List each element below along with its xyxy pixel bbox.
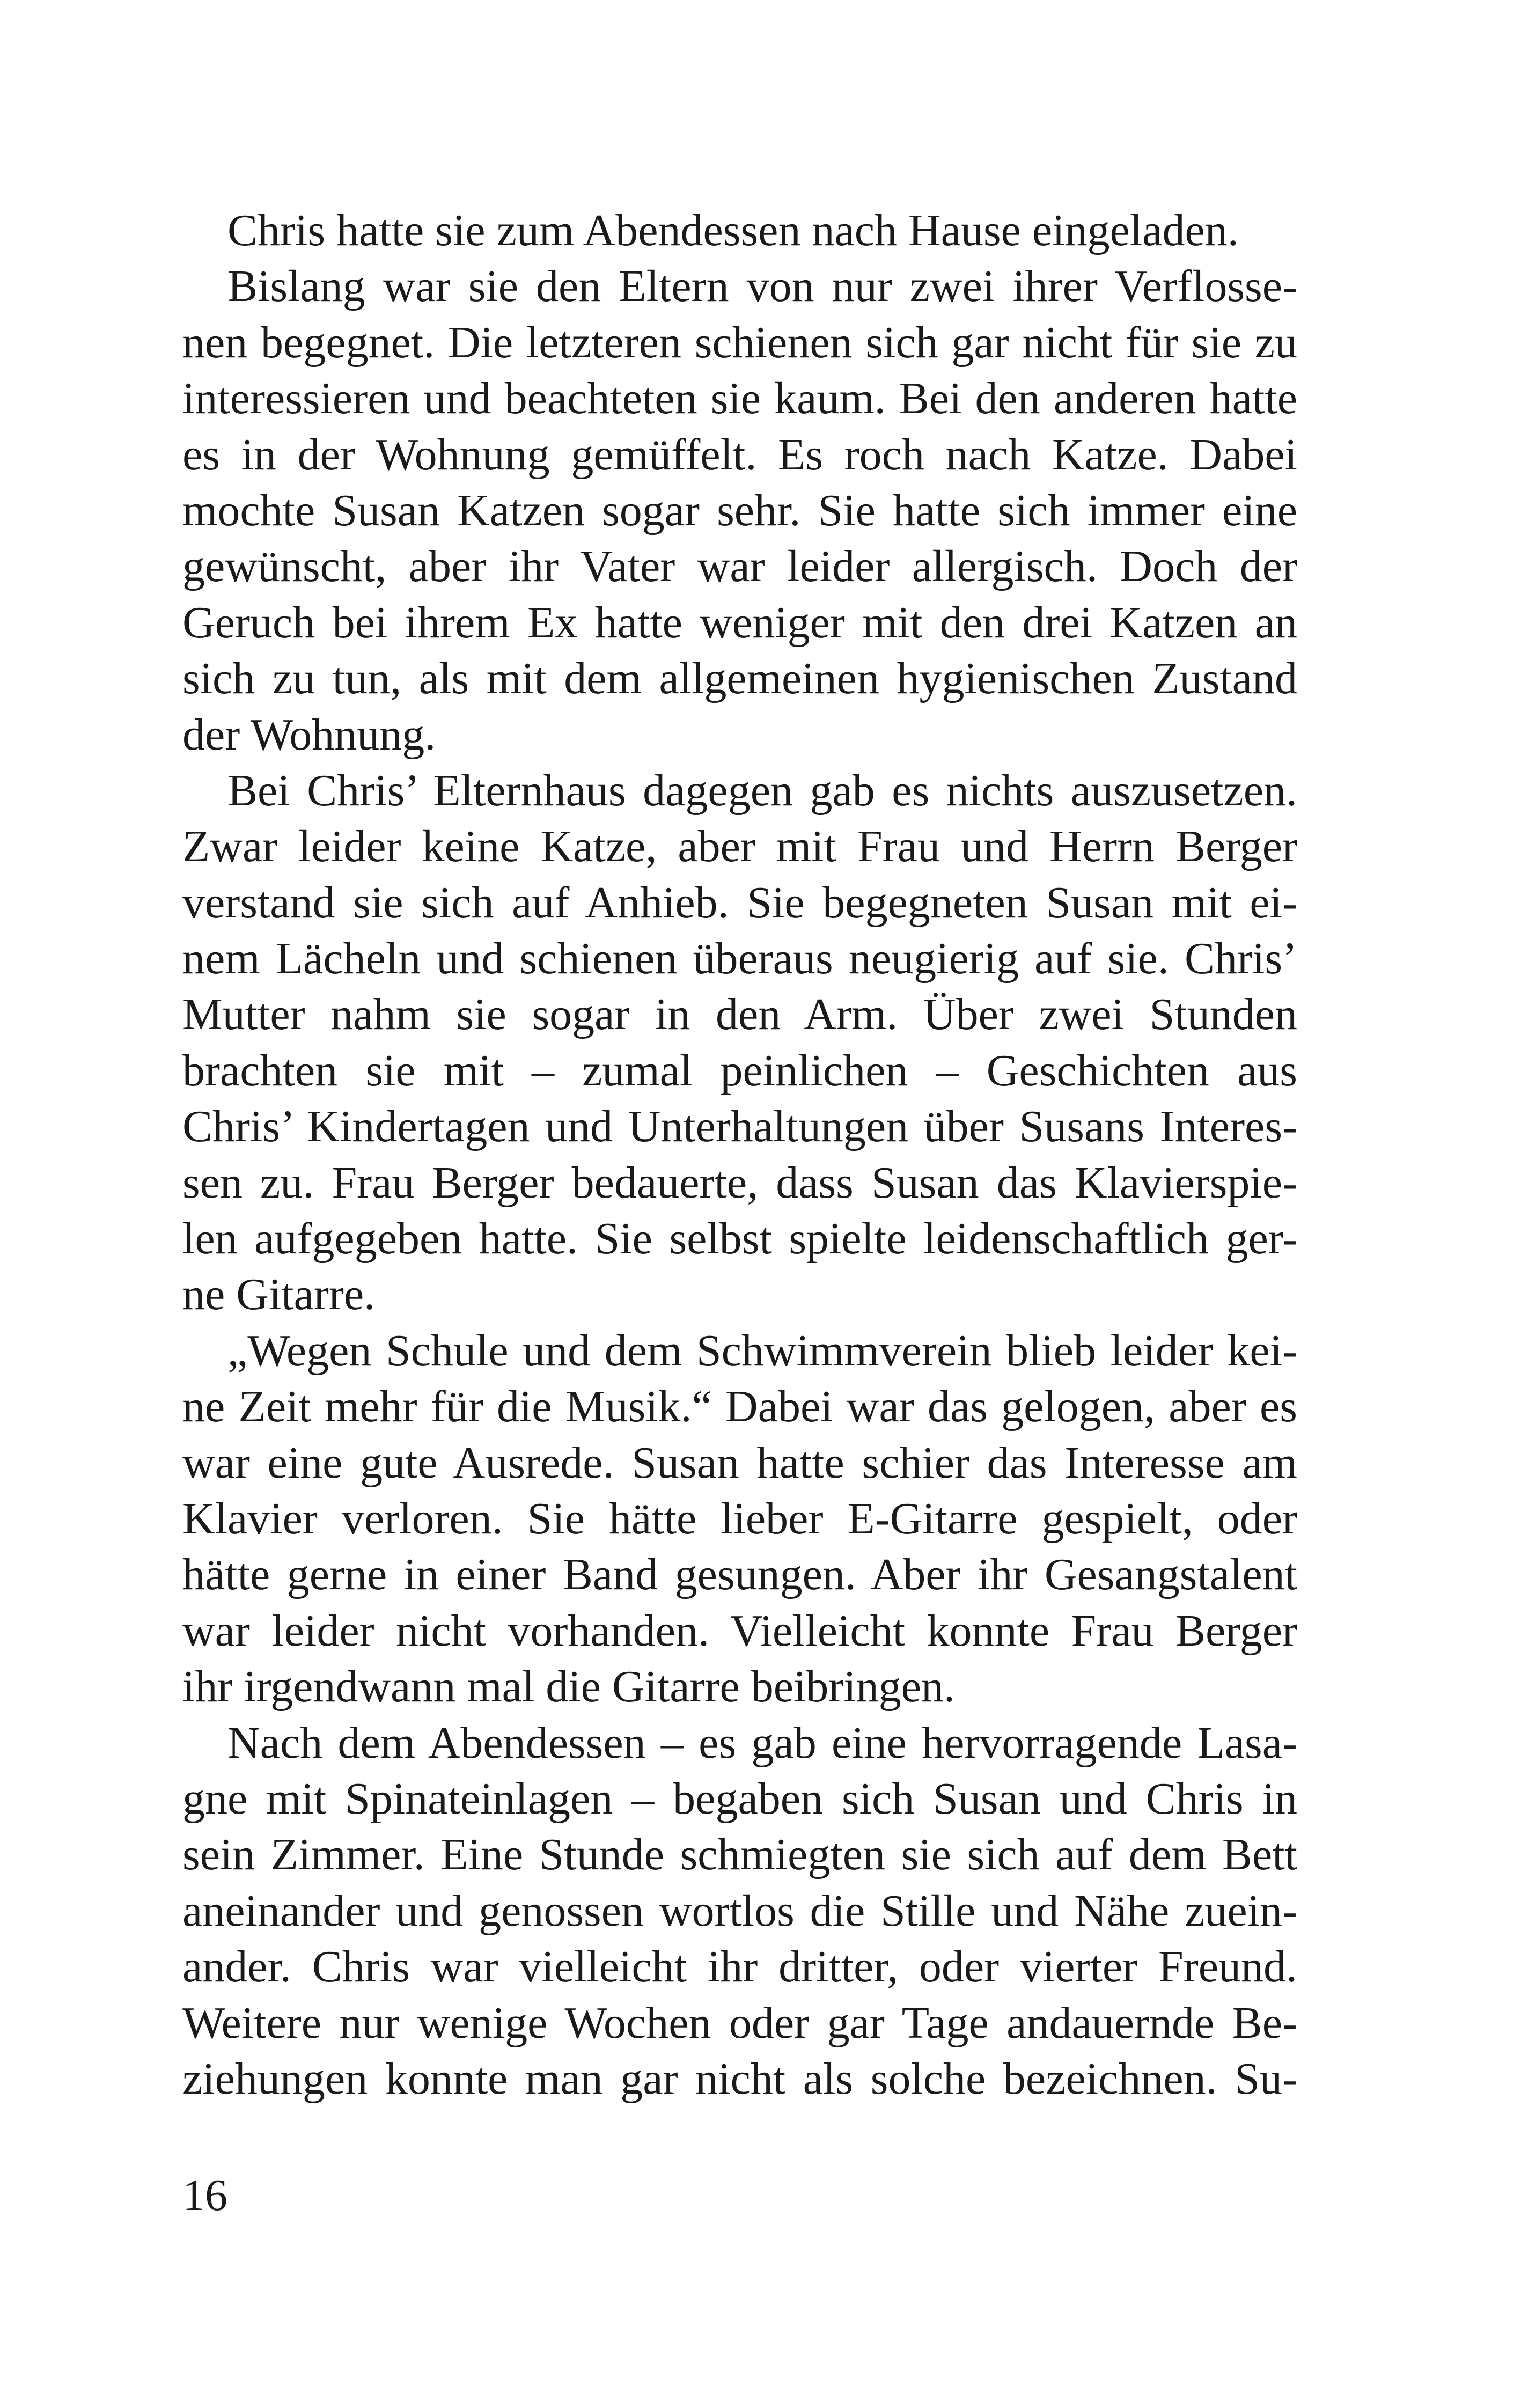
text-line: Zwar leider keine Katze, aber mit Frau und Herrn Berger <box>182 821 1297 872</box>
text-line: nem Lächeln und schienen überaus neugierig auf sie. Chris’ <box>182 934 1297 984</box>
text-line: Klavier verloren. Sie hätte lieber E-Gitarre gespielt, oder <box>182 1493 1297 1544</box>
text-line: hätte gerne in einer Band gesungen. Aber ihr Gesangstalent <box>182 1550 1297 1600</box>
paragraph <box>182 259 1297 763</box>
text-line: sich zu tun, als mit dem allgemeinen hygienischen Zustand <box>182 654 1297 704</box>
page-number: 16 <box>182 2170 227 2220</box>
body-text <box>182 203 1297 2107</box>
text-line: sen zu. Frau Berger bedauerte, dass Susan das Klavierspie- <box>182 1157 1297 1208</box>
text-line: es in der Wohnung gemüffelt. Es roch nach Katze. Dabei <box>182 429 1297 480</box>
text-line: ihr irgendwann mal die Gitarre beibringen. <box>182 1662 955 1712</box>
text-line: aneinander und genossen wortlos die Stille und Nähe zuein- <box>182 1885 1297 1936</box>
paragraph <box>182 763 1297 1323</box>
text-line: gne mit Spinateinlagen – begaben sich Susan und Chris in <box>182 1773 1297 1824</box>
text-line: ander. Chris war vielleicht ihr dritter, oder vierter Freund. <box>182 1942 1297 1992</box>
text-line: Bislang war sie den Eltern von nur zwei ihrer Verflosse- <box>227 261 1297 312</box>
text-line: „Wegen Schule und dem Schwimmverein blieb leider kei- <box>227 1325 1297 1376</box>
text-line: gewünscht, aber ihr Vater war leider allergisch. Doch der <box>182 541 1297 592</box>
text-line: war leider nicht vorhanden. Vielleicht konnte Frau Berger <box>182 1605 1297 1656</box>
text-line: Nach dem Abendessen – es gab eine hervorragende Lasa- <box>227 1717 1297 1768</box>
text-line: brachten sie mit – zumal peinlichen – Geschichten aus <box>182 1045 1297 1096</box>
text-line: Geruch bei ihrem Ex hatte weniger mit den drei Katzen an <box>182 597 1297 648</box>
text-line: interessieren und beachteten sie kaum. Bei den anderen hatte <box>182 373 1297 424</box>
text-line: Chris’ Kindertagen und Unterhaltungen über Susans Interes- <box>182 1102 1297 1152</box>
paragraph <box>182 203 1297 259</box>
text-line: Bei Chris’ Elternhaus dagegen gab es nichts auszusetzen. <box>227 765 1297 816</box>
text-line: mochte Susan Katzen sogar sehr. Sie hatte sich immer eine <box>182 485 1297 535</box>
text-line: ziehungen konnte man gar nicht als solche bezeichnen. Su- <box>182 2053 1297 2104</box>
text-line: nen begegnet. Die letzteren schienen sich gar nicht für sie zu <box>182 317 1297 368</box>
text-line: Mutter nahm sie sogar in den Arm. Über zwei Stunden <box>182 989 1297 1040</box>
text-line: sein Zimmer. Eine Stunde schmiegten sie sich auf dem Bett <box>182 1830 1297 1880</box>
text-line: Chris hatte sie zum Abendessen nach Hause eingeladen. <box>227 205 1239 255</box>
text-line: verstand sie sich auf Anhieb. Sie begegneten Susan mit ei- <box>182 877 1297 928</box>
paragraph <box>182 1715 1297 2108</box>
text-line: der Wohnung. <box>182 709 436 760</box>
text-line: war eine gute Ausrede. Susan hatte schier das Interesse am <box>182 1437 1297 1488</box>
text-line: Weitere nur wenige Wochen oder gar Tage andauernde Be- <box>182 1998 1297 2048</box>
text-line: len aufgegeben hatte. Sie selbst spielte leidenschaftlich ger- <box>182 1214 1297 1264</box>
text-line: ne Zeit mehr für die Musik.“ Dabei war das gelogen, aber es <box>182 1382 1297 1432</box>
text-line: ne Gitarre. <box>182 1269 376 1320</box>
paragraph <box>182 1323 1297 1715</box>
